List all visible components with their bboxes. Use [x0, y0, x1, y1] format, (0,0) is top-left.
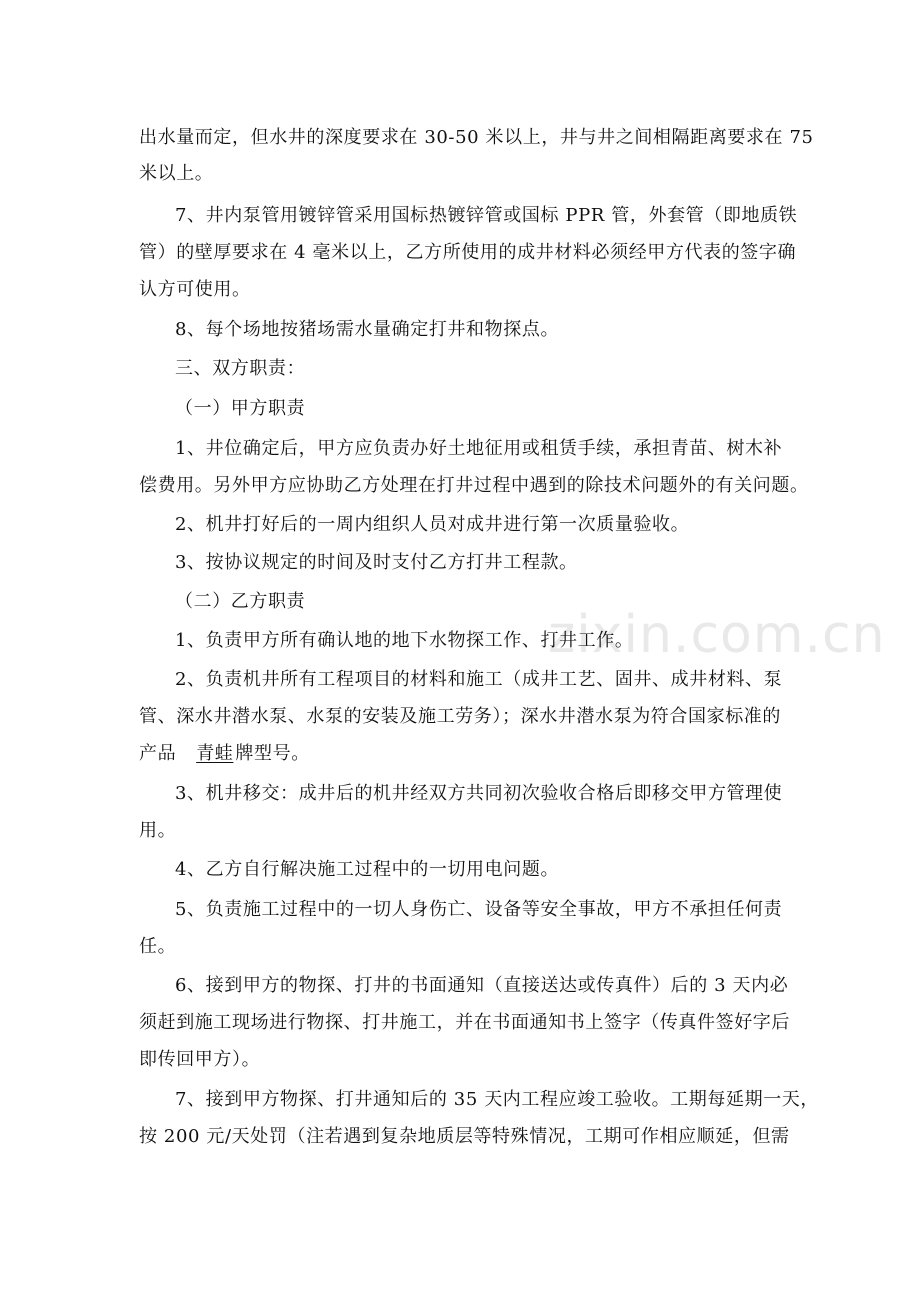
brand-fill-in: 青蛙 [196, 743, 234, 764]
line-prefix: 产品 [139, 743, 177, 764]
paragraph-line: 按 200 元/天处罚（注若遇到复杂地质层等特殊情况，工期可作相应顺延，但需 [139, 1126, 790, 1147]
paragraph-line: 米以上。 [139, 163, 214, 184]
paragraph-line: 1、井位确定后，甲方应负责办好土地征用或租赁手续，承担青苗、树木补 [175, 438, 783, 459]
paragraph-line-with-blank [139, 742, 310, 766]
paragraph-line: 8、每个场地按猪场需水量确定打井和物探点。 [175, 319, 560, 340]
line-suffix: 牌型号。 [235, 743, 310, 764]
paragraph-line: 1、负责甲方所有确认地的地下水物探工作、打井工作。 [175, 630, 634, 651]
paragraph-line: 2、机井打好后的一周内组织人员对成井进行第一次质量验收。 [175, 514, 690, 535]
paragraph-line: 4、乙方自行解决施工过程中的一切用电问题。 [175, 859, 560, 880]
paragraph-line: 管、深水井潜水泵、水泵的安装及施工劳务）；深水井潜水泵为符合国家标准的 [139, 706, 781, 727]
subsection-heading: （二）乙方职责 [175, 591, 306, 612]
paragraph-line: 3、按协议规定的时间及时支付乙方打井工程款。 [175, 552, 578, 573]
paragraph-line: 2、负责机井所有工程项目的材料和施工（成井工艺、固井、成井材料、泵 [175, 669, 783, 690]
paragraph-line: 6、接到甲方的物探、打井的书面通知（直接送达或传真件）后的 3 天内必 [175, 975, 789, 996]
section-heading: 三、双方职责： [175, 358, 306, 379]
paragraph-line: 须赶到施工现场进行物探、打井施工，并在书面通知书上签字（传真件签好字后 [139, 1012, 790, 1033]
paragraph-line: 任。 [139, 936, 177, 957]
paragraph-line: 用。 [139, 820, 177, 841]
paragraph-line: 即传回甲方）。 [139, 1049, 261, 1070]
paragraph-line: 认方可使用。 [139, 279, 251, 300]
paragraph-line: 出水量而定，但水井的深度要求在 30-50 米以上，井与井之间相隔距离要求在 75 [139, 127, 814, 148]
paragraph-line: 7、井内泵管用镀锌管采用国标热镀锌管或国标 PPR 管，外套管（即地质铁 [175, 205, 798, 226]
paragraph-line: 偿费用。另外甲方应协助乙方处理在打井过程中遇到的除技术问题外的有关问题。 [139, 475, 809, 496]
paragraph-line: 7、接到甲方物探、打井通知后的 35 天内工程应竣工验收。工期每延期一天， [175, 1089, 819, 1110]
paragraph-line: 3、机井移交：成井后的机井经双方共同初次验收合格后即移交甲方管理使 [175, 783, 783, 804]
paragraph-line: 5、负责施工过程中的一切人身伤亡、设备等安全事故，甲方不承担任何责 [175, 899, 783, 920]
watermark: zixin.com.cn [548, 605, 886, 665]
subsection-heading: （一）甲方职责 [175, 398, 306, 419]
paragraph-line: 管）的壁厚要求在 4 毫米以上，乙方所使用的成井材料必须经甲方代表的签字确 [139, 242, 797, 263]
